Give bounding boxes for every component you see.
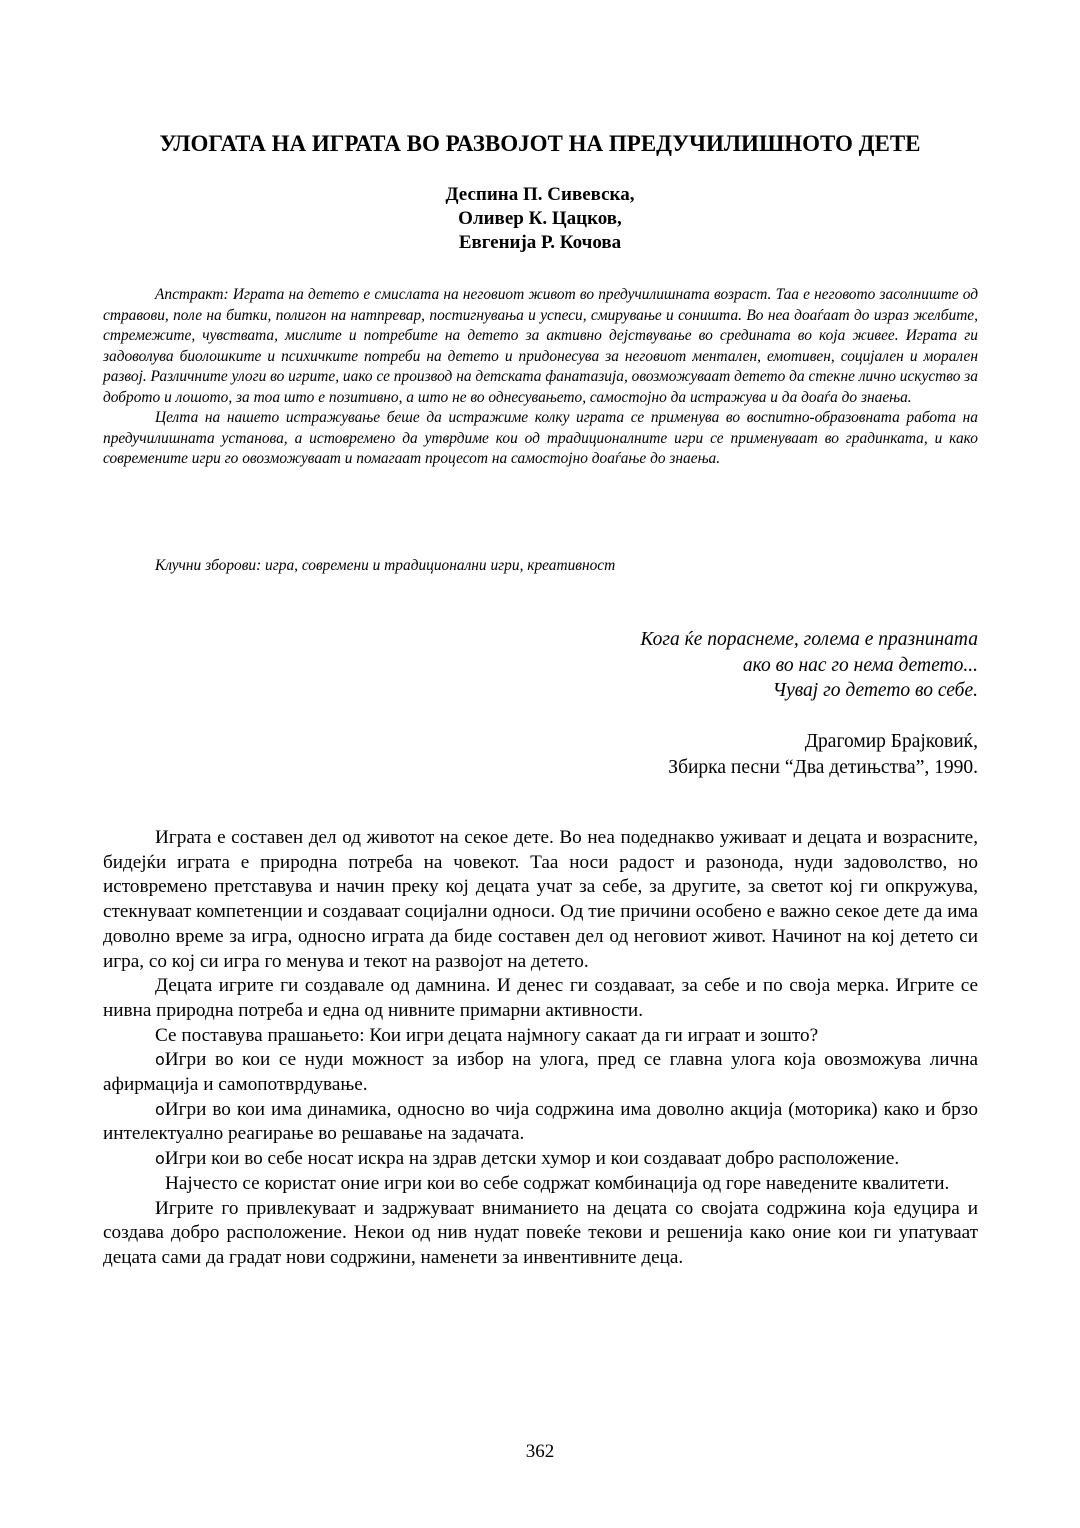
epigraph-line: ако во нас го нема детето... xyxy=(742,654,978,676)
abstract-paragraph: Целта на нашето истражување беше да истражиме колку играта се применува во воспитно-образовната работа на предучилишната установа, а истовремено да утврдиме кои од традиционалните игри се применуваат во градинката, и како современите игри го овозможуваат и помагаат процесот на самостојно доаѓање до знаења. xyxy=(103,409,978,467)
abstract-paragraph: Апстракт: Играта на детето е смислата на неговиот живот во предучилишната возраст. Таа е неговото засолниште од стравови, поле на битки, полигон на натпревар, постигнувања и успеси, смирување и соништа. Во неа доаѓаат до израз желбите, стремежите, чувствата, мислите и потребите на детето за активно дејствување во средината во која живее. Играта ги задоволува биолошките и психичките потреби на детето и придонесува за неговиот ментален, емотивен, социјален и морален развој. Различните улоги во игрите, иако се производ на детската фанатазија, овозможуваат детето да стекне лично искуство за доброто и лошото, за тоа што е позитивно, а што не во однесувањето, самостојно да истражува и да доаѓа до знаења. xyxy=(103,286,978,406)
epigraph-attribution xyxy=(668,729,978,780)
author-name: Деспина П. Сивевска, xyxy=(445,184,635,205)
page-number: 362 xyxy=(525,1441,555,1462)
bullet-text: Игри кои во себе носат искра на здрав детски хумор и кои создаваат добро расположение. xyxy=(164,1148,900,1170)
bullet-marker: o xyxy=(155,1149,165,1169)
bullet-item xyxy=(103,1098,978,1147)
body-paragraph: Децата игрите ги создавале од дамнина. И денес ги создаваат, за себе и по своја мерка. Игрите се нивна природна потреба и една од нивните примарни активности. xyxy=(103,975,978,1021)
body-text xyxy=(103,826,978,1271)
author-name: Евгенија Р. Кочова xyxy=(458,232,622,253)
body-paragraph: Најчесто се користат оние игри кои во себе содржат комбинација од горе наведените квалитети. xyxy=(165,1172,950,1194)
bullet-marker: o xyxy=(155,1050,165,1070)
epigraph-source: Збирка песни “Два детињства”, 1990. xyxy=(668,756,978,778)
epigraph xyxy=(640,627,978,704)
keywords: Клучни зборови: игра, современи и традиционални игри, креативност xyxy=(155,557,616,574)
bullet-text: Игри во кои се нуди можност за избор на улога, пред се главна улога која овозможува лична афирмација и самопотврдување. xyxy=(103,1049,978,1096)
bullet-item xyxy=(103,1147,978,1172)
epigraph-line: Чувај го детето во себе. xyxy=(772,680,978,701)
epigraph-line: Кога ќе пораснеме, голема е празнината xyxy=(640,629,978,650)
body-paragraph: Се поставува прашањето: Кои игри децата најмногу сакаат да ги играат и зошто? xyxy=(155,1024,819,1046)
epigraph-author: Драгомир Брајковиќ, xyxy=(804,731,978,752)
author-name: Оливер К. Цацков, xyxy=(458,208,622,229)
body-paragraph: Игрите го привлекуваат и задржуваат вниманието на децата со својата содржина која едуцира и создава добро расположение. Некои од нив нудат повеќе текови и решенија како оние кои ги упатуваат децата сами да градат нови содржини, наменети за инвентивните деца. xyxy=(103,1197,978,1268)
bullet-item xyxy=(103,1048,978,1097)
paper-title: УЛОГАТА НА ИГРАТА ВО РАЗВОЈОТ НА ПРЕДУЧИЛИШНОТО ДЕТЕ xyxy=(159,131,921,156)
body-paragraph: Играта е составен дел од животот на секое дете. Во неа подеднакво уживаат и децата и возрасните, бидејќи играта е природна потреба на човекот. Таа носи радост и разонода, нуди задоволство, но истовремено претставува и начин преку кој децата учат за себе, за другите, за светот кој ги опкружува, стекнуваат компетенции и создаваат социјални односи. Од тие причини особено е важно секое дете да има доволно време за игра, односно играта да биде составен дел од неговиот живот. Начинот на кој детето си игра, со кој си игра го менува и текот на развојот на детето. xyxy=(103,827,978,972)
bullet-marker: o xyxy=(155,1099,165,1119)
author-list xyxy=(100,183,980,255)
bullet-text: Игри во кои има динамика, односно во чија содржина има доволно акција (моторика) како и брзо интелектуално реагирање во решавање на задачата. xyxy=(103,1098,978,1145)
abstract xyxy=(103,285,978,470)
